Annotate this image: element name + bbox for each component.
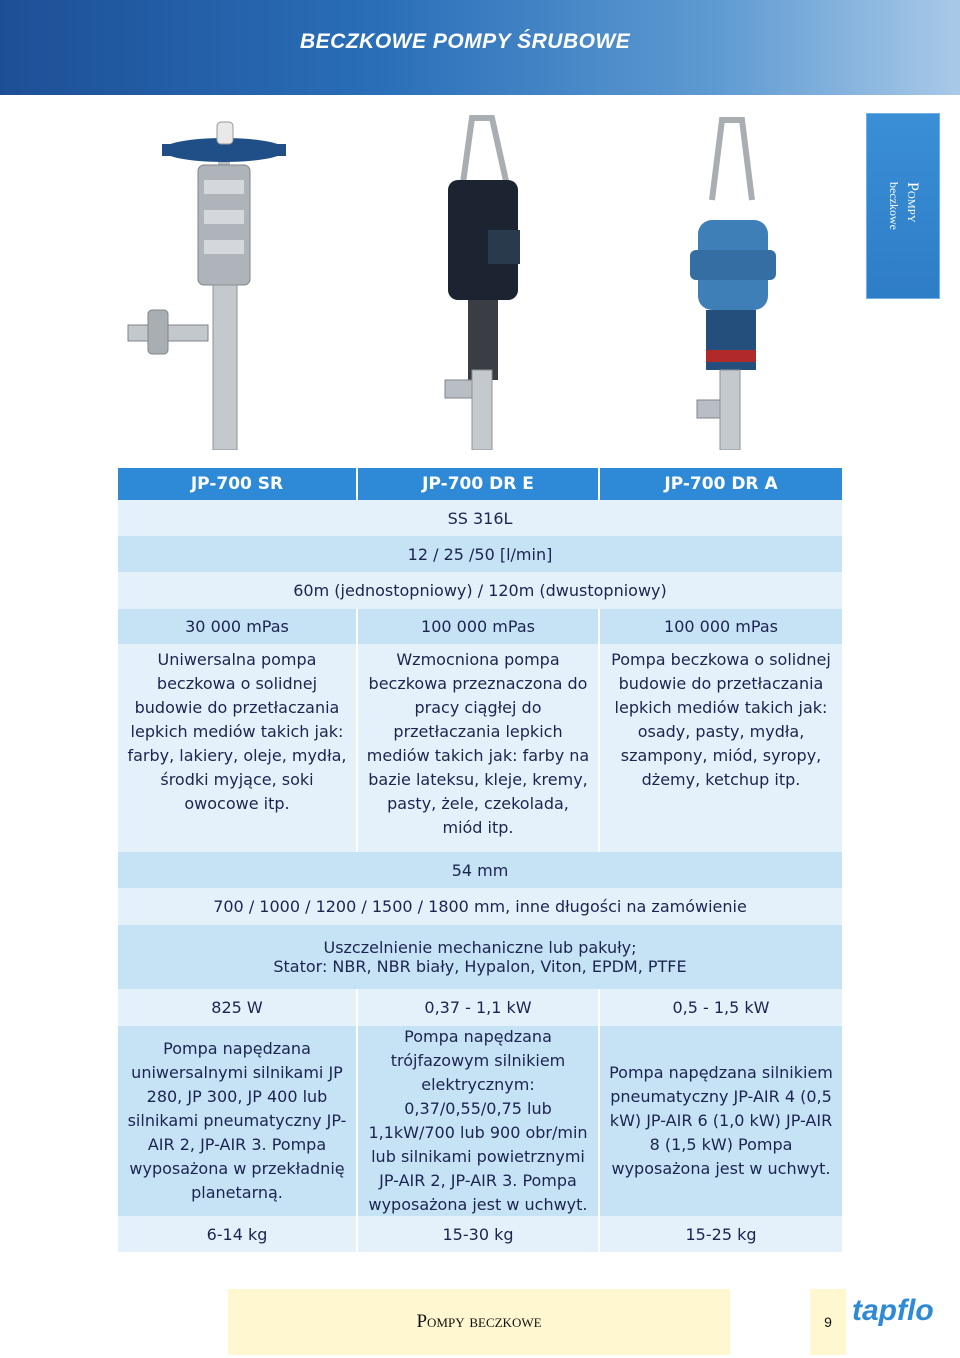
page-title: BECZKOWE POMPY ŚRUBOWE bbox=[300, 30, 631, 53]
stator-line: Stator: NBR, NBR biały, Hypalon, Viton, EPDM, PTFE bbox=[273, 957, 687, 976]
power-cell: 825 W bbox=[118, 989, 358, 1026]
seals-line: Uszczelnienie mechaniczne lub pakuły; bbox=[323, 938, 637, 957]
material-row: SS 316L bbox=[118, 500, 842, 536]
section-tab-subtitle: beczkowe bbox=[887, 182, 901, 230]
tapflo-logo bbox=[846, 1284, 956, 1334]
viscosity-cell: 100 000 mPas bbox=[600, 609, 842, 644]
power-cell: 0,5 - 1,5 kW bbox=[600, 989, 842, 1026]
model-header: JP-700 DR E bbox=[358, 468, 600, 500]
weight-cell: 15-30 kg bbox=[358, 1216, 600, 1252]
model-header: JP-700 SR bbox=[118, 468, 358, 500]
application-cell: Uniwersalna pompa beczkowa o solidnej budowie do przetłaczania lepkich mediów takich jak: farby, lakiery, oleje, mydła, środki myjące, soki owocowe itp. bbox=[118, 644, 358, 852]
header-band bbox=[0, 0, 960, 95]
drive-cell: Pompa napędzana trójfazowym silnikiem elektrycznym: 0,37/0,55/0,75 lub 1,1kW/700 lub 900 obr/min lub silnikami powietrznymi JP-AIR 2, JP-AIR 3. Pompa wyposażona jest w uchwyt. bbox=[358, 1026, 600, 1216]
seals-row bbox=[118, 925, 842, 989]
page-number: 9 bbox=[810, 1289, 846, 1355]
length-row: 700 / 1000 / 1200 / 1500 / 1800 mm, inne długości na zamówienie bbox=[118, 888, 842, 925]
logo-text: tapflo bbox=[852, 1294, 934, 1327]
weight-cell: 15-25 kg bbox=[600, 1216, 842, 1252]
spec-table bbox=[118, 468, 842, 1252]
footer-title: Pompy beczkowe bbox=[228, 1289, 730, 1355]
flow-row: 12 / 25 /50 [l/min] bbox=[118, 536, 842, 572]
pump-photo-jp700dre bbox=[360, 110, 600, 450]
section-tab bbox=[866, 113, 940, 299]
section-tab-title: Pompy bbox=[904, 182, 921, 223]
pump-photo-jp700dra bbox=[602, 110, 842, 450]
viscosity-cell: 100 000 mPas bbox=[358, 609, 600, 644]
drive-cell: Pompa napędzana uniwersalnymi silnikami JP 280, JP 300, JP 400 lub silnikami pneumatyczny JP-AIR 2, JP-AIR 3. Pompa wyposażona w przekładnię planetarną. bbox=[118, 1026, 358, 1216]
application-cell: Pompa beczkowa o solidnej budowie do przetłaczania lepkich mediów takich jak: osady, pasty, mydła, szampony, miód, syropy, dżemy, ketchup itp. bbox=[600, 644, 842, 852]
power-cell: 0,37 - 1,1 kW bbox=[358, 989, 600, 1026]
application-cell: Wzmocniona pompa beczkowa przeznaczona do pracy ciągłej do przetłaczania lepkich mediów takich jak: farby na bazie lateksu, kleje, kremy, pasty, żele, czekolada, miód itp. bbox=[358, 644, 600, 852]
weight-cell: 6-14 kg bbox=[118, 1216, 358, 1252]
model-header: JP-700 DR A bbox=[600, 468, 842, 500]
diameter-row: 54 mm bbox=[118, 852, 842, 888]
viscosity-cell: 30 000 mPas bbox=[118, 609, 358, 644]
pump-photo-jp700sr bbox=[118, 110, 358, 450]
head-row: 60m (jednostopniowy) / 120m (dwustopniowy) bbox=[118, 572, 842, 609]
drive-cell: Pompa napędzana silnikiem pneumatyczny JP-AIR 4 (0,5 kW) JP-AIR 6 (1,0 kW) JP-AIR 8 (1,5 kW) Pompa wyposażona jest w uchwyt. bbox=[600, 1026, 842, 1216]
